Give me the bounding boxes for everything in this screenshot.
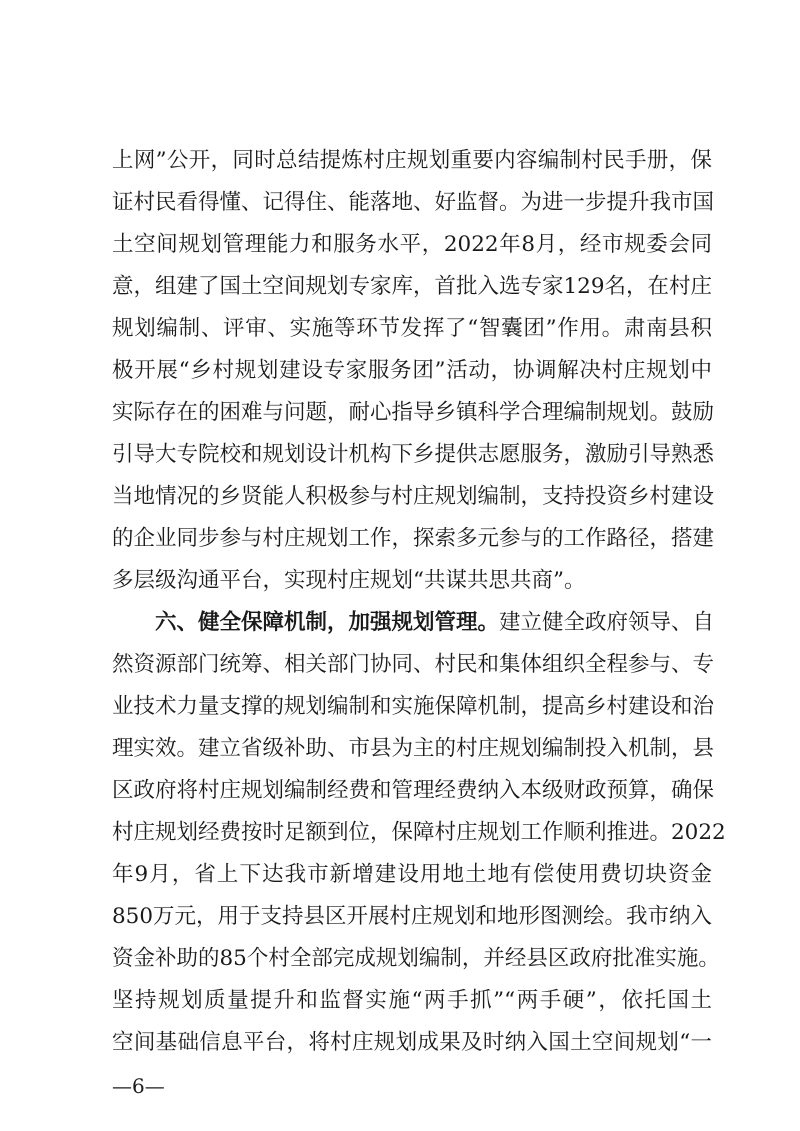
text-line: 多层级沟通平台，实现村庄规划“共谋共思共商”。: [112, 568, 586, 593]
text-line: 当地情况的乡贤能人积极参与村庄规划编制，支持投资乡村建设: [112, 484, 715, 509]
text-line: 规划编制、评审、实施等环节发挥了“智囊团”作用。肃南县积: [112, 316, 712, 341]
text-line: 空间基础信息平台，将村庄规划成果及时纳入国土空间规划“一: [112, 1030, 712, 1055]
section-heading-line: [155, 603, 715, 643]
text-line: 极开展“乡村规划建设专家服务团”活动，协调解决村庄规划中: [112, 358, 712, 383]
text-line: 业技术力量支撑的规划编制和实施保障机制，提高乡村建设和治: [112, 694, 715, 719]
text-line: 区政府将村庄规划编制经费和管理经费纳入本级财政预算，确保: [112, 778, 715, 803]
text-line: 证村民看得懂、记得住、能落地、好监督。为进一步提升我市国: [112, 190, 715, 215]
text-line: 然资源部门统筹、相关部门协同、村民和集体组织全程参与、专: [112, 652, 715, 677]
page-number: —6—: [112, 1074, 165, 1098]
text-line: 理实效。建立省级补助、市县为主的村庄规划编制投入机制，县: [112, 736, 715, 761]
text-line: 村庄规划经费按时足额到位，保障村庄规划工作顺利推进。2022: [112, 820, 726, 845]
section-heading: 六、健全保障机制，加强规划管理。: [155, 610, 500, 635]
text-line: 上网”公开，同时总结提炼村庄规划重要内容编制村民手册，保: [112, 148, 712, 173]
text-line: 850万元，用于支持县区开展村庄规划和地形图测绘。我市纳入: [112, 904, 713, 929]
heading-line-rest: 建立健全政府领导、自: [499, 610, 715, 635]
text-line: 土空间规划管理能力和服务水平，2022年8月，经市规委会同: [112, 232, 712, 257]
text-line: 年9月，省上下达我市新增建设用地土地有偿使用费切块资金: [112, 862, 712, 887]
text-line: 引导大专院校和规划设计机构下乡提供志愿服务，激励引导熟悉: [112, 442, 715, 467]
text-line: 意，组建了国土空间规划专家库，首批入选专家129名，在村庄: [112, 274, 713, 299]
text-line: 实际存在的困难与问题，耐心指导乡镇科学合理编制规划。鼓励: [112, 400, 715, 425]
text-line: 资金补助的85个村全部完成规划编制，并经县区政府批准实施。: [112, 946, 720, 971]
text-line: 的企业同步参与村庄规划工作，探索多元参与的工作路径，搭建: [112, 526, 715, 551]
text-line: 坚持规划质量提升和监督实施“两手抓”“两手硬”，依托国土: [112, 988, 712, 1013]
